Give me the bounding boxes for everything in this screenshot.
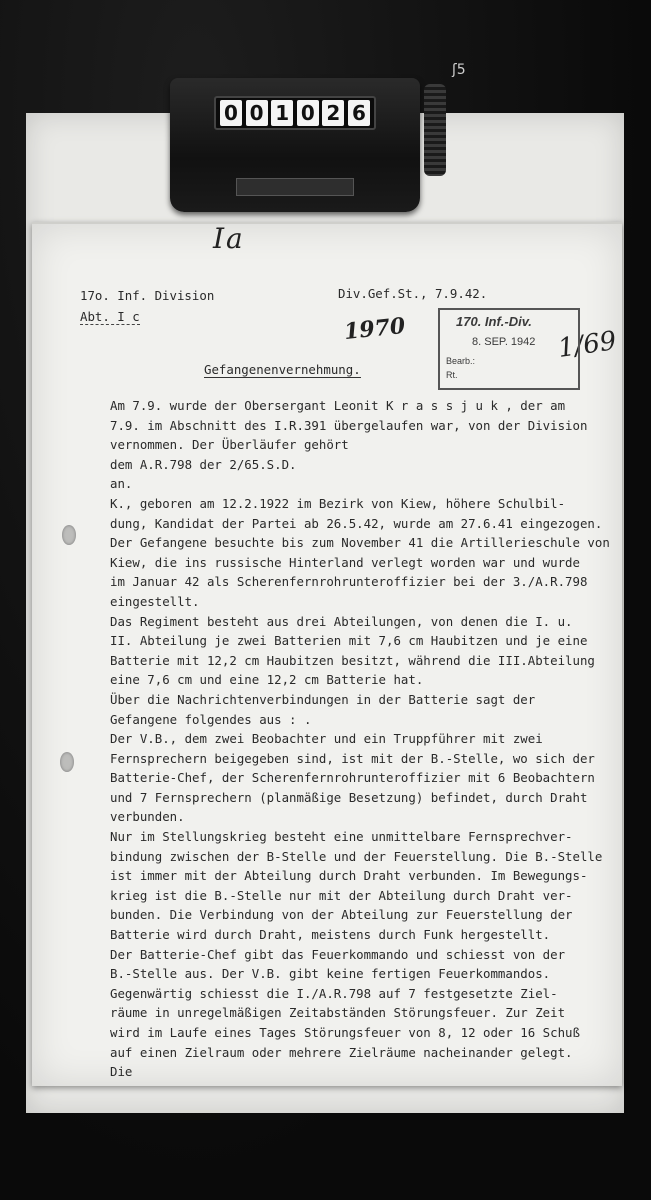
- body-line: Fernsprechern beigegeben sind, ist mit der B.-Stelle, wo sich der: [110, 750, 595, 766]
- body-line: Batterie-Chef, der Scherenfernrohrunteroffizier mit 6 Beobachtern: [110, 770, 595, 786]
- stamp-date: 8. SEP. 1942: [472, 336, 536, 348]
- stamp-title: 170. Inf.-Div.: [456, 314, 532, 329]
- header-unit: 17o. Inf. Division: [80, 288, 215, 303]
- stamp-row: Rt.: [446, 370, 458, 380]
- body-line: Batterie wird durch Draht, meistens durch Funk hergestellt.: [110, 927, 551, 943]
- handwritten-initials: 1/69: [556, 326, 619, 364]
- counter-digit: 0: [246, 100, 268, 126]
- body-line: 7.9. im Abschnitt des I.R.391 übergelaufen war, von der Division: [110, 417, 588, 433]
- body-line: Nur im Stellungskrieg besteht eine unmittelbare Fernsprechver-: [110, 829, 573, 845]
- body-line: dem A.R.798 der 2/65.S.D.: [110, 456, 297, 472]
- frame-counter: [170, 78, 420, 212]
- body-line: Das Regiment besteht aus drei Abteilungen, von denen die I. u.: [110, 613, 573, 629]
- counter-digit: 6: [348, 100, 370, 126]
- counter-display: [214, 96, 376, 130]
- body-line: Am 7.9. wurde der Obersergant Leonit K r a s s j u k , der am: [110, 398, 566, 413]
- body-line: und 7 Fernsprechern (planmäßige Besetzung) befindet, durch Draht: [110, 789, 588, 805]
- body-line: Gefangene folgendes aus : .: [110, 711, 312, 727]
- counter-knob: [424, 84, 446, 176]
- body-line: K., geboren am 12.2.1922 im Bezirk von Kiew, höhere Schulbil-: [110, 495, 566, 511]
- body-line: vernommen. Der Überläufer gehört: [110, 437, 349, 453]
- counter-digit: 1: [271, 100, 293, 126]
- handwritten-mark-ia: Ia: [213, 222, 245, 255]
- counter-plate: [236, 178, 354, 196]
- counter-digit: 2: [322, 100, 344, 126]
- body-line: eingestellt.: [110, 593, 200, 609]
- stamp-row: Bearb.:: [446, 356, 476, 366]
- body-line: an.: [110, 476, 133, 492]
- header-place-date: Div.Gef.St., 7.9.42.: [338, 286, 488, 301]
- counter-digit: 0: [220, 100, 242, 126]
- document-body: [110, 396, 610, 1082]
- body-line: Die: [110, 1064, 133, 1080]
- body-line: räume in unregelmäßigen Zeitabständen Störungsfeuer. Zur Zeit: [110, 1005, 566, 1021]
- body-line: dung, Kandidat der Partei ab 26.5.42, wurde am 27.6.41 eingezogen.: [110, 515, 603, 531]
- header-section: Abt. I c: [80, 309, 140, 324]
- body-line: II. Abteilung je zwei Batterien mit 7,6 cm Haubitzen und je eine: [110, 633, 588, 649]
- stamp-rows: [446, 354, 475, 382]
- body-line: Der V.B., dem zwei Beobachter und ein Truppführer mit zwei: [110, 731, 543, 747]
- body-line: Batterie mit 12,2 cm Haubitzen besitzt, während die III.Abteilung: [110, 652, 595, 668]
- body-line: wird im Laufe eines Tages Störungsfeuer von 8, 12 oder 16 Schuß: [110, 1025, 580, 1040]
- body-line: Der Gefangene besuchte bis zum November 41 die Artillerieschule von: [110, 535, 610, 551]
- handwritten-number: 1970: [342, 312, 407, 346]
- film-mark: ʃ5: [452, 62, 466, 78]
- body-line: Gegenwärtig schiesst die I./A.R.798 auf 7 festgesetzte Ziel-: [110, 985, 558, 1001]
- body-line: bunden. Die Verbindung von der Abteilung zur Feuerstellung der: [110, 907, 573, 923]
- body-line: auf einen Zielraum oder mehrere Zielräume nacheinander gelegt.: [110, 1044, 573, 1060]
- document-title: Gefangenenvernehmung.: [204, 362, 361, 377]
- body-line: im Januar 42 als Scherenfernrohrunteroffizier bei der 3./A.R.798: [110, 574, 588, 590]
- body-line: verbunden.: [110, 809, 185, 825]
- counter-digit: 0: [297, 100, 319, 126]
- receipt-stamp: [438, 308, 580, 390]
- punch-hole: [62, 525, 76, 545]
- body-line: B.-Stelle aus. Der V.B. gibt keine fertigen Feuerkommandos.: [110, 966, 551, 982]
- body-line: bindung zwischen der B-Stelle und der Feuerstellung. Die B.-Stelle: [110, 848, 603, 864]
- body-line: Der Batterie-Chef gibt das Feuerkommando und schiesst von der: [110, 946, 566, 962]
- body-line: eine 7,6 cm und eine 12,2 cm Batterie hat.: [110, 672, 424, 688]
- body-line: Kiew, die ins russische Hinterland verlegt worden war und wurde: [110, 554, 580, 570]
- body-line: ist immer mit der Abteilung durch Draht verbunden. Im Bewegungs-: [110, 868, 588, 884]
- body-line: krieg ist die B.-Stelle nur mit der Abteilung durch Draht ver-: [110, 887, 573, 903]
- body-line: Über die Nachrichtenverbindungen in der Batterie sagt der: [110, 691, 536, 707]
- punch-hole: [60, 752, 74, 772]
